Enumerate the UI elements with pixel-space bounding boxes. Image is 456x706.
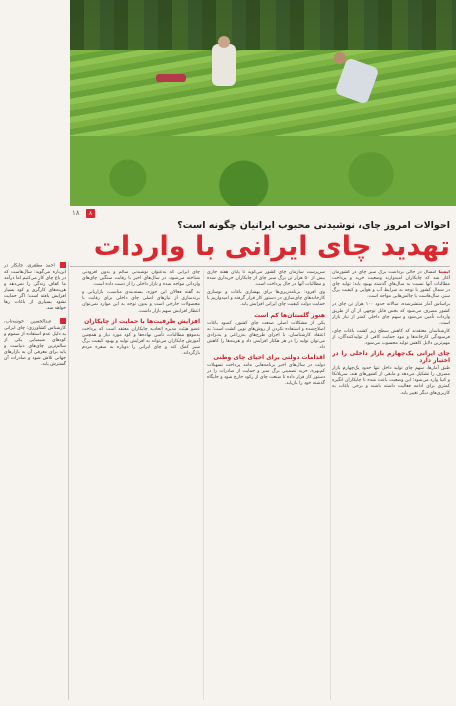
quote-sidebar bbox=[4, 262, 66, 700]
column-paragraph: سرپرست سازمان چای کشور می‌گوید تا پایان هفته جاری بیش از ۵۰ هزار تن برگ سبز چای از چایکاران خریداری شده و مطالبات آنها در حال پرداخت است. bbox=[207, 270, 325, 288]
article-column-1 bbox=[332, 270, 450, 700]
article-kicker: احوالات امروز چای، نوشیدنی محبوب ایرانیان چگونه است؟ bbox=[177, 220, 450, 231]
tea-bushes bbox=[70, 136, 456, 206]
tea-picker-1 bbox=[212, 44, 236, 86]
column-paragraph: به گفته فعالان این حوزه، بسته‌بندی مناسب، بازاریابی و برندسازی از نیازهای اصلی چای داخلی برای رقابت با محصولات خارجی است و بدون توجه به این موارد نمی‌توان انتظار افزایش سهم بازار داشت. bbox=[82, 290, 200, 314]
byline: ایسنا bbox=[438, 270, 450, 275]
sidebar-quote: عبدالحسین خوشه‌تاب، کارشناس کشاورزی: چای ایرانی به دلیل عدم استفاده از سموم و کودهای شیمیایی یکی از سالم‌ترین چای‌های دنیاست و باید برای معرفی آن به بازارهای جهانی تلاش شود و صادرات آن گسترش یابد. bbox=[4, 319, 66, 368]
basket bbox=[156, 74, 186, 82]
tea-plantation-photo bbox=[70, 0, 456, 206]
subheading: اقدامات دولتی برای احیای چای وطنی bbox=[213, 354, 325, 362]
section-badge: ۸ bbox=[86, 209, 95, 218]
column-paragraph: براساس آمار منتشرشده، سالانه حدود ۱۰۰ هزار تن چای در کشور مصرف می‌شود که بخش قابل توجهی از آن از طریق واردات تأمین می‌شود و سهم چای داخلی کمتر از نیاز بازار است. bbox=[332, 302, 450, 326]
article-headline: تهدید چای ایرانی با واردات bbox=[93, 231, 450, 262]
column-divider bbox=[330, 270, 331, 700]
column-paragraph: وی افزود: برنامه‌ریزی‌ها برای بهسازی باغات و نوسازی کارخانه‌های چای‌سازی در دستور کار قرار گرفته و امیدواریم با حمایت دولت کیفیت چای ایرانی افزایش یابد. bbox=[207, 290, 325, 308]
sidebar-quote: احمد مظفری، چایکار در این‌باره می‌گوید: سال‌هاست که در باغ چای کار می‌کنیم اما درآمد ما کفاف زندگی را نمی‌دهد و هزینه‌های کارگری و کود بسیار افزایش یافته است؛ اگر حمایت نشود بسیاری از باغات رها خواهد شد. bbox=[4, 263, 66, 312]
column-paragraph: دولت در سال‌های اخیر برنامه‌هایی مانند پرداخت تسهیلات کم‌بهره، خرید تضمینی برگ سبز و حمایت از صادرات را در دستور کار قرار داده تا صنعت چای از رکود خارج شود و جایگاه گذشته خود را بازیابد. bbox=[207, 363, 325, 387]
subheading: هنوز گلستان‌ها کم است bbox=[254, 311, 325, 319]
quote-marker-icon bbox=[60, 318, 66, 324]
sidebar-divider bbox=[68, 262, 69, 700]
column-paragraph: ایسنا امسال در حالی برداشت برگ سبز چای در کشورمان آغاز شد که چایکاران امیدوارند وضعیت خرید و پرداخت مطالبات آنها نسبت به سال‌های گذشته بهبود یابد؛ تولید چای در شمال کشور با توجه به شرایط آب و هوایی و کیفیت برگ سبز، سال‌هاست با چالش‌هایی مواجه است. bbox=[332, 270, 450, 300]
header-rule bbox=[70, 266, 450, 267]
column-divider bbox=[203, 270, 204, 700]
column-paragraph: عضو هیئت مدیره اتحادیه چایکاران معتقد است که پرداخت به‌موقع مطالبات، تأمین نهاده‌ها و کود مورد نیاز و همچنین آموزش چایکاران می‌تواند به افزایش تولید و بهبود کیفیت برگ سبز کمک کند و چای ایرانی را دوباره به سفره مردم بازگرداند. bbox=[82, 326, 200, 357]
page-number: ۱۸ bbox=[72, 209, 80, 217]
quote-marker-icon bbox=[60, 262, 66, 268]
subheading: افزایش ظرفیت‌ها با حمایت از چایکاران bbox=[84, 317, 200, 325]
tea-picker-2-head bbox=[334, 52, 346, 64]
column-paragraph: یکی از مشکلات اصلی صنعت چای کشور، کمبود باغات اصلاح‌شده و استفاده نکردن از روش‌های نوین کشت است؛ به اعتقاد کارشناسان، با اجرای طرح‌های به‌زراعی و به‌نژادی می‌توان تولید را در هر هکتار افزایش داد و هزینه‌ها را کاهش داد. bbox=[207, 320, 325, 350]
column-paragraph: چای ایرانی که به‌عنوان نوشیدنی سالم و بدون افزودنی شناخته می‌شود، در سال‌های اخیر با رقابت سنگین چای‌های وارداتی مواجه شده و بازار داخلی را از دست داده است. bbox=[82, 270, 200, 288]
article-column-3 bbox=[82, 270, 200, 700]
column-paragraph: طبق آمارها، سهم چای تولید داخل تنها حدود یک‌چهارم بازار مصرف را تشکیل می‌دهد و مابقی از کشورهای هند، سریلانکا و کنیا وارد می‌شود؛ این وضعیت باعث شده تا چایکاران انگیزه کمتری برای ادامه فعالیت داشته باشند و برخی باغات به کاربری‌های دیگر تغییر یابد. bbox=[332, 366, 450, 396]
article-column-2 bbox=[207, 270, 325, 700]
column-paragraph: کارشناسان معتقدند که کاهش سطح زیر کشت باغات چای، فرسودگی کارخانه‌ها و نبود حمایت کافی از تولیدکنندگان، از مهم‌ترین دلایل کاهش تولید محسوب می‌شود. bbox=[332, 328, 450, 347]
subheading: چای ایرانی یک‌چهارم بازار داخلی را در اختیار دارد bbox=[332, 350, 450, 365]
tea-picker-1-head bbox=[218, 36, 230, 48]
